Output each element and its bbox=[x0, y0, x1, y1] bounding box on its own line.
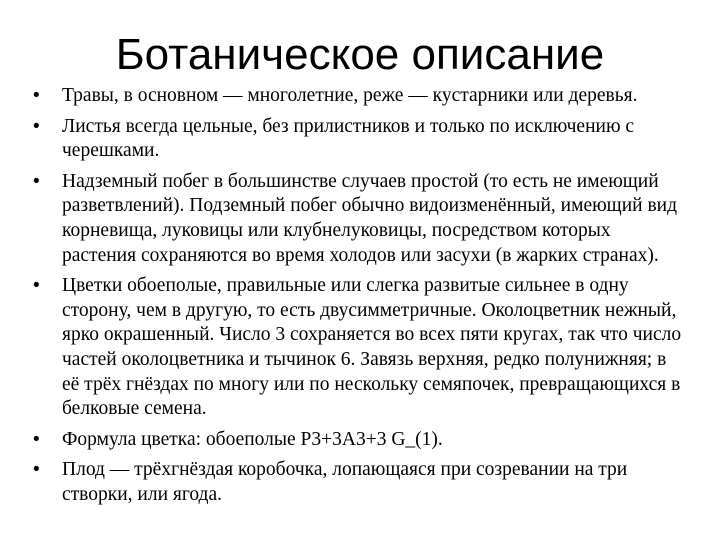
bullet-item bbox=[33, 428, 683, 453]
bullet-text: Листья всегда цельные, без прилистников и только по исключению с черешками. bbox=[62, 115, 635, 162]
bullet-text: Надземный побег в большинстве случаев простой (то есть не имеющий разветвлений). Подземный побег обычно видоизменённый, имеющий вид корневища, луковицы или клубнелуковицы, посредством которых растения сохраняются во время холодов или засухи (в жарких странах). bbox=[62, 170, 678, 266]
bullet-marker: • bbox=[33, 459, 40, 481]
slide-title: Ботаническое описание bbox=[115, 30, 605, 79]
bullet-marker: • bbox=[33, 170, 40, 192]
bullet-item bbox=[33, 115, 683, 164]
bullet-item bbox=[33, 274, 683, 422]
bullet-text: Формула цветка: обоеполые P3+3A3+3 G_(1). bbox=[62, 428, 443, 450]
bullet-marker: • bbox=[33, 275, 40, 297]
bullet-item bbox=[33, 84, 683, 109]
bullet-item bbox=[33, 170, 683, 268]
bullet-item bbox=[33, 458, 683, 507]
bullet-text: Плод — трёхгнёздая коробочка, лопающаяся при созревании на три створки, или ягода. bbox=[62, 459, 628, 505]
bullet-marker: • bbox=[33, 428, 40, 450]
bullet-marker: • bbox=[33, 85, 40, 106]
bullet-text: Травы, в основном — многолетние, реже — кустарники или деревья. bbox=[62, 85, 638, 106]
bullet-list bbox=[33, 84, 683, 514]
bullet-text: Цветки обоеполые, правильные или слегка развитые сильнее в одну сторону, чем в другую, то есть двусимметричные. Околоцветник нежный, ярко окрашенный. Число 3 сохраняется во всех пяти кругах, так что число частей околоцветника и тычинок 6. Завязь верхняя, редко полунижняя; в её трёх гнёздах по многу или по нескольку семяпочек, превращающихся в белковые семена. bbox=[62, 275, 682, 420]
bullet-marker: • bbox=[33, 115, 40, 137]
